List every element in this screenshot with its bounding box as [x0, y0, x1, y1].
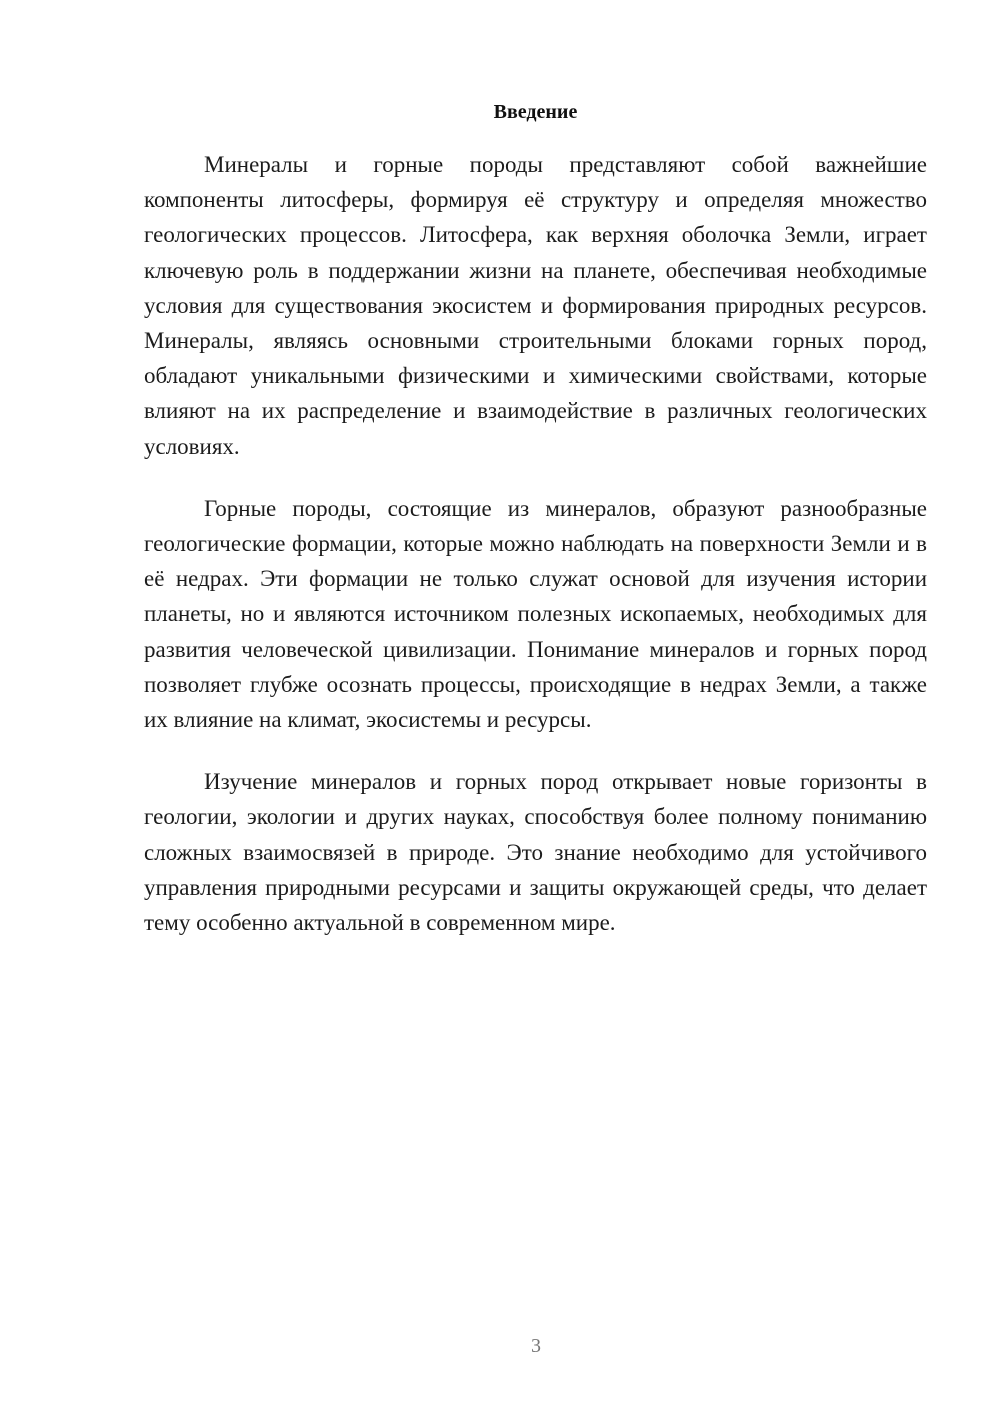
paragraph-2: Горные породы, состоящие из минералов, образуют разнообразные геологические формации, которые можно наблюдать на поверхности Земли и в её недрах. Эти формации не только служат основой для изучения истории планеты, но и являются источником полезных ископаемых, необходимых для развития человеческой цивилизации. Понимание минералов и горных пород позволяет глубже осознать процессы, происходящие в недрах Земли, а также их влияние на климат, экосистемы и ресурсы.: [144, 495, 927, 733]
paragraph-3: Изучение минералов и горных пород открывает новые горизонты в геологии, экологии и других науках, способствуя более полному пониманию сложных взаимосвязей в природе. Это знание необходимо для устойчивого управления природными ресурсами и защиты окружающей среды, что делает тему особенно актуальной в современном мире.: [144, 769, 927, 936]
page-number: 3: [531, 1335, 541, 1357]
section-heading: Введение: [493, 101, 578, 123]
paragraph-1: Минералы и горные породы представляют собой важнейшие компоненты литосферы, формируя её структуру и определяя множество геологических процессов. Литосфера, как верхняя оболочка Земли, играет ключевую роль в поддержании жизни на планете, обеспечивая необходимые условия для существования экосистем и формирования природных ресурсов. Минералы, являясь основными строительными блоками горных пород, обладают уникальными физическими и химическими свойствами, которые влияют на их распределение и взаимодействие в различных геологических условиях.: [144, 152, 927, 459]
page-content: [144, 96, 927, 967]
